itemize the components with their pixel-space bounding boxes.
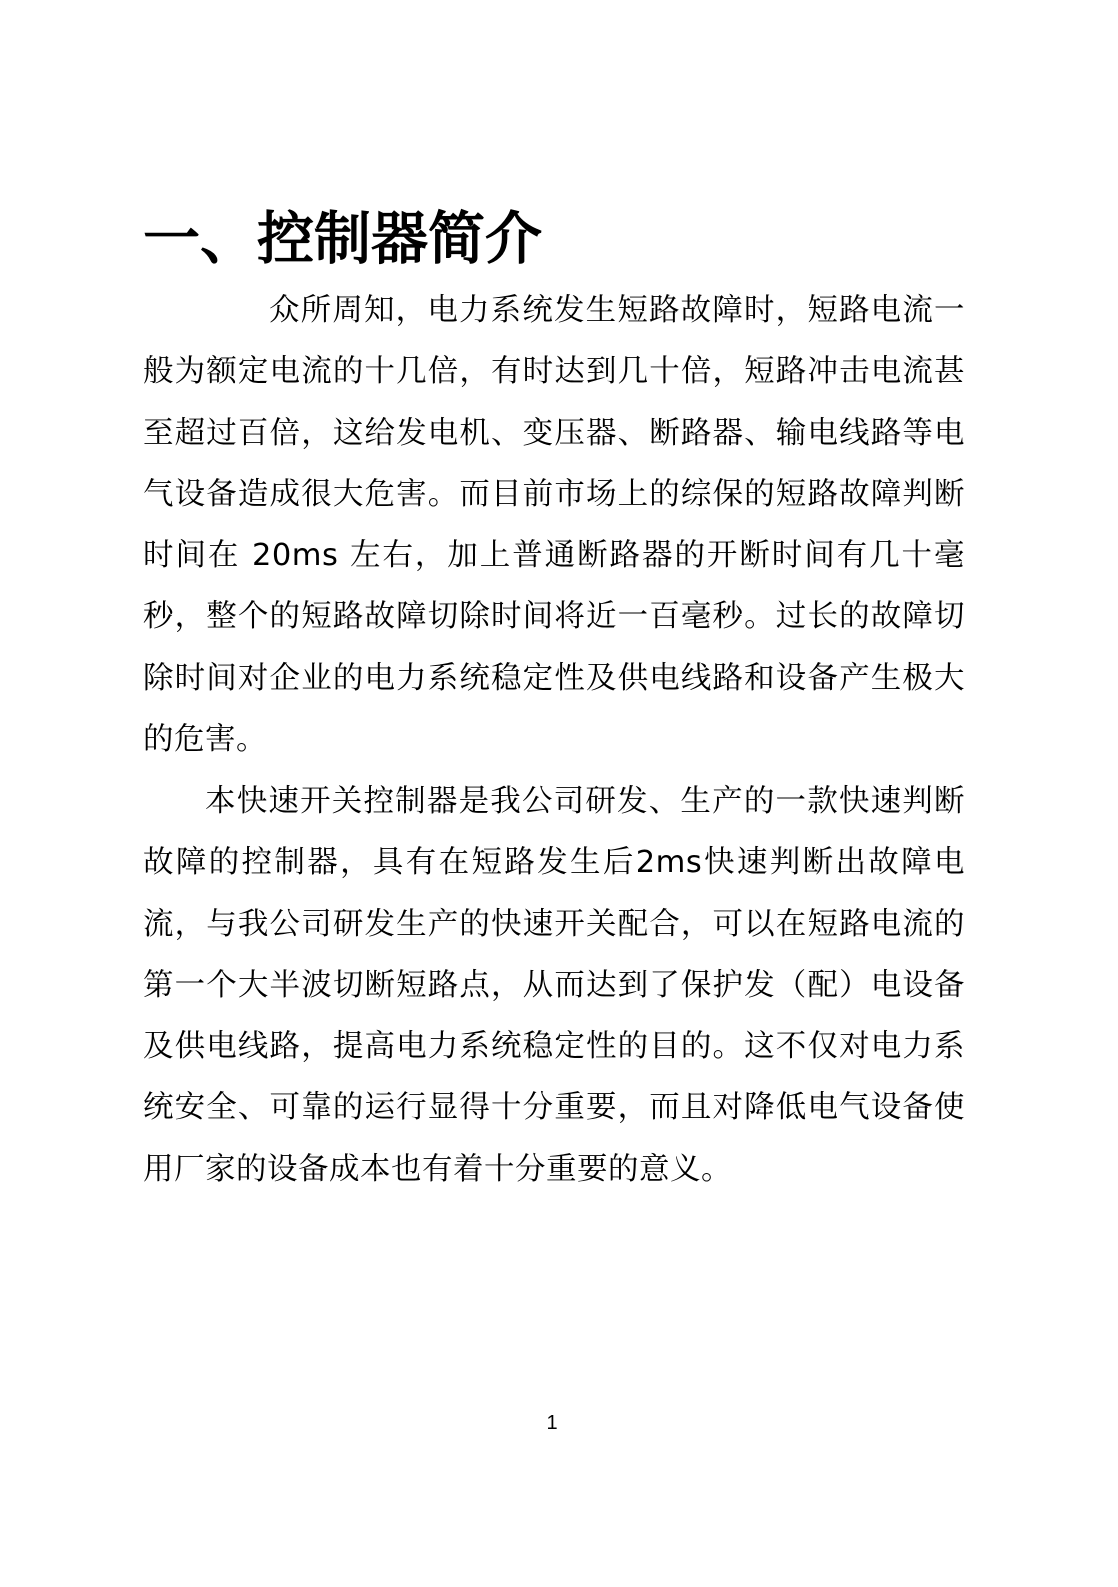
page-number: 1	[546, 1412, 558, 1434]
product-paragraph: 本快速开关控制器是我公司研发、生产的一款快速判断故障的控制器，具有在短路发生后2ms快速判断出故障电流，与我公司研发生产的快速开关配合，可以在短路电流的第一个大半波切断短路点，从而达到了保护发（配）电设备及供电线路，提高电力系统稳定性的目的。这不仅对电力系统安全、可靠的运行显得十分重要，而且对降低电气设备使用厂家的设备成本也有着十分重要的意义。	[143, 784, 965, 1187]
intro-paragraph: 众所周知，电力系统发生短路故障时，短路电流一般为额定电流的十几倍，有时达到几十倍，短路冲击电流甚至超过百倍，这给发电机、变压器、断路器、输电线路等电气设备造成很大危害。而目前市场上的综保的短路故障判断时间在 20ms 左右，加上普通断路器的开断时间有几十毫秒，整个的短路故障切除时间将近一百毫秒。过长的故障切除时间对企业的电力系统稳定性及供电线路和设备产生极大的危害。	[143, 293, 965, 758]
section-heading: 一、控制器简介	[143, 205, 542, 272]
